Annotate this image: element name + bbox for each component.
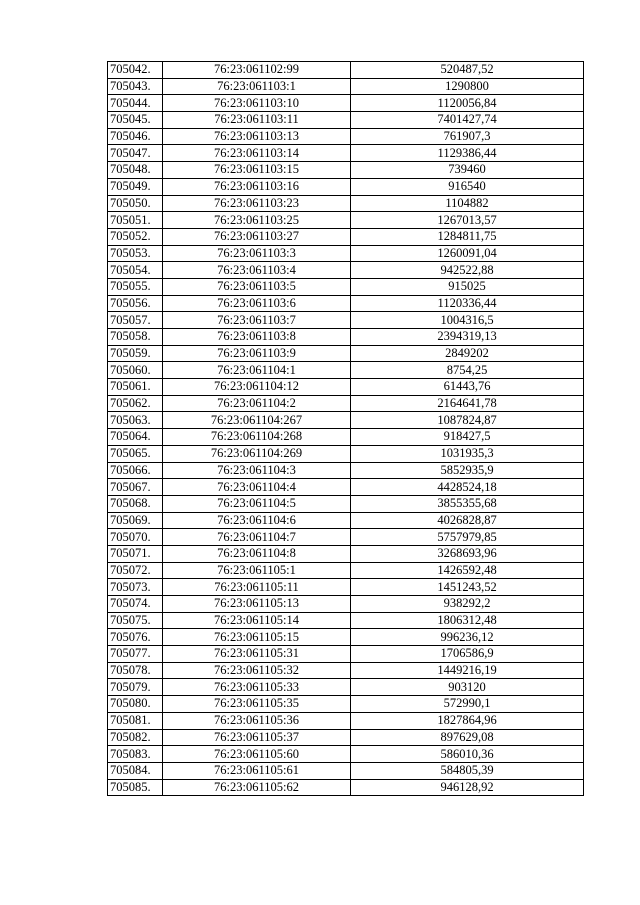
table-row [108,195,584,212]
table-row [108,78,584,95]
cadastral-number-cell: 76:23:061105:31 [163,646,351,663]
cadastral-value-cell: 5757979,85 [351,529,584,546]
row-number-cell: 705067. [108,479,163,496]
cadastral-number-cell: 76:23:061105:33 [163,679,351,696]
cadastral-value-cell: 1806312,48 [351,612,584,629]
row-number-cell: 705073. [108,579,163,596]
table-row [108,762,584,779]
table-row [108,612,584,629]
table-row [108,145,584,162]
row-number-cell: 705085. [108,779,163,796]
cadastral-value-cell: 1104882 [351,195,584,212]
cadastral-number-cell: 76:23:061103:3 [163,245,351,262]
cadastral-value-cell: 916540 [351,178,584,195]
cadastral-value-cell: 761907,3 [351,128,584,145]
cadastral-value-cell: 1284811,75 [351,228,584,245]
cadastral-number-cell: 76:23:061104:3 [163,462,351,479]
cadastral-number-cell: 76:23:061103:27 [163,228,351,245]
cadastral-value-cell: 584805,39 [351,762,584,779]
cadastral-number-cell: 76:23:061103:5 [163,278,351,295]
table-row [108,596,584,613]
cadastral-value-cell: 1290800 [351,78,584,95]
cadastral-number-cell: 76:23:061103:9 [163,345,351,362]
table-row [108,228,584,245]
cadastral-value-cell: 8754,25 [351,362,584,379]
cadastral-number-cell: 76:23:061104:267 [163,412,351,429]
cadastral-number-cell: 76:23:061103:15 [163,162,351,179]
table-row [108,646,584,663]
cadastral-number-cell: 76:23:061103:14 [163,145,351,162]
cadastral-value-cell: 1827864,96 [351,712,584,729]
table-row [108,295,584,312]
table-row [108,479,584,496]
table-row [108,362,584,379]
cadastral-value-cell: 1449216,19 [351,662,584,679]
cadastral-value-cell: 1260091,04 [351,245,584,262]
cadastral-value-cell: 4026828,87 [351,512,584,529]
cadastral-number-cell: 76:23:061103:25 [163,212,351,229]
row-number-cell: 705081. [108,712,163,729]
row-number-cell: 705078. [108,662,163,679]
row-number-cell: 705048. [108,162,163,179]
cadastral-number-cell: 76:23:061102:99 [163,62,351,79]
row-number-cell: 705082. [108,729,163,746]
table-row [108,712,584,729]
table-row [108,345,584,362]
table-row [108,545,584,562]
cadastral-number-cell: 76:23:061105:14 [163,612,351,629]
row-number-cell: 705079. [108,679,163,696]
cadastral-value-cell: 4428524,18 [351,479,584,496]
table-row [108,746,584,763]
table-row [108,629,584,646]
cadastral-number-cell: 76:23:061104:8 [163,545,351,562]
row-number-cell: 705070. [108,529,163,546]
cadastral-value-cell: 7401427,74 [351,112,584,129]
table-row [108,312,584,329]
cadastral-value-cell: 1120336,44 [351,295,584,312]
row-number-cell: 705061. [108,379,163,396]
table-row [108,662,584,679]
cadastral-value-cell: 946128,92 [351,779,584,796]
row-number-cell: 705074. [108,596,163,613]
table-row [108,379,584,396]
row-number-cell: 705046. [108,128,163,145]
cadastral-value-cell: 2164641,78 [351,395,584,412]
row-number-cell: 705051. [108,212,163,229]
cadastral-number-cell: 76:23:061103:1 [163,78,351,95]
row-number-cell: 705054. [108,262,163,279]
cadastral-number-cell: 76:23:061104:268 [163,429,351,446]
row-number-cell: 705044. [108,95,163,112]
table-row [108,112,584,129]
table-row [108,412,584,429]
table-row [108,579,584,596]
row-number-cell: 705060. [108,362,163,379]
cadastral-number-cell: 76:23:061104:269 [163,445,351,462]
cadastral-number-cell: 76:23:061105:61 [163,762,351,779]
cadastral-value-cell: 1267013,57 [351,212,584,229]
cadastral-number-cell: 76:23:061103:8 [163,329,351,346]
cadastral-value-cell: 1087824,87 [351,412,584,429]
cadastral-number-cell: 76:23:061105:15 [163,629,351,646]
row-number-cell: 705057. [108,312,163,329]
cadastral-value-cell: 897629,08 [351,729,584,746]
cadastral-number-cell: 76:23:061105:1 [163,562,351,579]
cadastral-number-cell: 76:23:061105:37 [163,729,351,746]
cadastral-number-cell: 76:23:061105:62 [163,779,351,796]
cadastral-value-cell: 5852935,9 [351,462,584,479]
row-number-cell: 705080. [108,696,163,713]
cadastral-value-cell: 1129386,44 [351,145,584,162]
cadastral-number-cell: 76:23:061103:16 [163,178,351,195]
table-row [108,679,584,696]
row-number-cell: 705055. [108,278,163,295]
cadastral-value-cell: 572990,1 [351,696,584,713]
cadastral-number-cell: 76:23:061104:5 [163,495,351,512]
cadastral-value-cell: 915025 [351,278,584,295]
row-number-cell: 705056. [108,295,163,312]
cadastral-value-cell: 942522,88 [351,262,584,279]
row-number-cell: 705076. [108,629,163,646]
table-row [108,529,584,546]
cadastral-value-cell: 1004316,5 [351,312,584,329]
row-number-cell: 705045. [108,112,163,129]
table-row [108,429,584,446]
cadastral-value-cell: 2394319,13 [351,329,584,346]
row-number-cell: 705059. [108,345,163,362]
cadastral-value-cell: 3268693,96 [351,545,584,562]
row-number-cell: 705052. [108,228,163,245]
cadastral-value-cell: 1451243,52 [351,579,584,596]
row-number-cell: 705049. [108,178,163,195]
cadastral-value-cell: 61443,76 [351,379,584,396]
cadastral-value-cell: 3855355,68 [351,495,584,512]
cadastral-value-cell: 1031935,3 [351,445,584,462]
table-row [108,329,584,346]
cadastral-value-cell: 520487,52 [351,62,584,79]
row-number-cell: 705064. [108,429,163,446]
row-number-cell: 705050. [108,195,163,212]
cadastral-number-cell: 76:23:061103:4 [163,262,351,279]
table-row [108,445,584,462]
row-number-cell: 705069. [108,512,163,529]
cadastral-number-cell: 76:23:061103:11 [163,112,351,129]
cadastral-number-cell: 76:23:061103:10 [163,95,351,112]
cadastral-number-cell: 76:23:061104:12 [163,379,351,396]
cadastral-number-cell: 76:23:061104:7 [163,529,351,546]
row-number-cell: 705084. [108,762,163,779]
cadastral-number-cell: 76:23:061105:35 [163,696,351,713]
cadastral-number-cell: 76:23:061105:60 [163,746,351,763]
table-row [108,779,584,796]
row-number-cell: 705058. [108,329,163,346]
table-row [108,512,584,529]
cadastral-number-cell: 76:23:061104:4 [163,479,351,496]
cadastral-number-cell: 76:23:061104:6 [163,512,351,529]
row-number-cell: 705068. [108,495,163,512]
cadastral-number-cell: 76:23:061103:13 [163,128,351,145]
cadastral-value-cell: 1120056,84 [351,95,584,112]
cadastral-value-cell: 2849202 [351,345,584,362]
cadastral-number-cell: 76:23:061105:13 [163,596,351,613]
cadastral-value-cell: 586010,36 [351,746,584,763]
cadastral-number-cell: 76:23:061104:1 [163,362,351,379]
row-number-cell: 705042. [108,62,163,79]
table-body [108,62,584,796]
row-number-cell: 705072. [108,562,163,579]
row-number-cell: 705083. [108,746,163,763]
table-row [108,178,584,195]
cadastral-value-cell: 918427,5 [351,429,584,446]
cadastral-value-cell: 903120 [351,679,584,696]
cadastral-value-cell: 1706586,9 [351,646,584,663]
cadastral-value-cell: 938292,2 [351,596,584,613]
row-number-cell: 705066. [108,462,163,479]
cadastral-number-cell: 76:23:061105:32 [163,662,351,679]
cadastral-number-cell: 76:23:061104:2 [163,395,351,412]
row-number-cell: 705077. [108,646,163,663]
cadastral-number-cell: 76:23:061105:11 [163,579,351,596]
cadastral-value-cell: 996236,12 [351,629,584,646]
row-number-cell: 705053. [108,245,163,262]
cadastral-number-cell: 76:23:061103:23 [163,195,351,212]
cadastral-value-cell: 739460 [351,162,584,179]
table-row [108,245,584,262]
table-row [108,212,584,229]
cadastral-number-cell: 76:23:061105:36 [163,712,351,729]
cadastral-number-cell: 76:23:061103:7 [163,312,351,329]
table-row [108,278,584,295]
table-row [108,729,584,746]
table-row [108,95,584,112]
row-number-cell: 705047. [108,145,163,162]
row-number-cell: 705063. [108,412,163,429]
table-row [108,562,584,579]
table-row [108,62,584,79]
cadastral-value-cell: 1426592,48 [351,562,584,579]
table-row [108,395,584,412]
row-number-cell: 705071. [108,545,163,562]
table-row [108,462,584,479]
row-number-cell: 705075. [108,612,163,629]
table-row [108,128,584,145]
table-row [108,495,584,512]
cadastral-value-table [107,61,584,796]
table-row [108,696,584,713]
row-number-cell: 705062. [108,395,163,412]
row-number-cell: 705065. [108,445,163,462]
cadastral-number-cell: 76:23:061103:6 [163,295,351,312]
table-row [108,162,584,179]
table-row [108,262,584,279]
row-number-cell: 705043. [108,78,163,95]
